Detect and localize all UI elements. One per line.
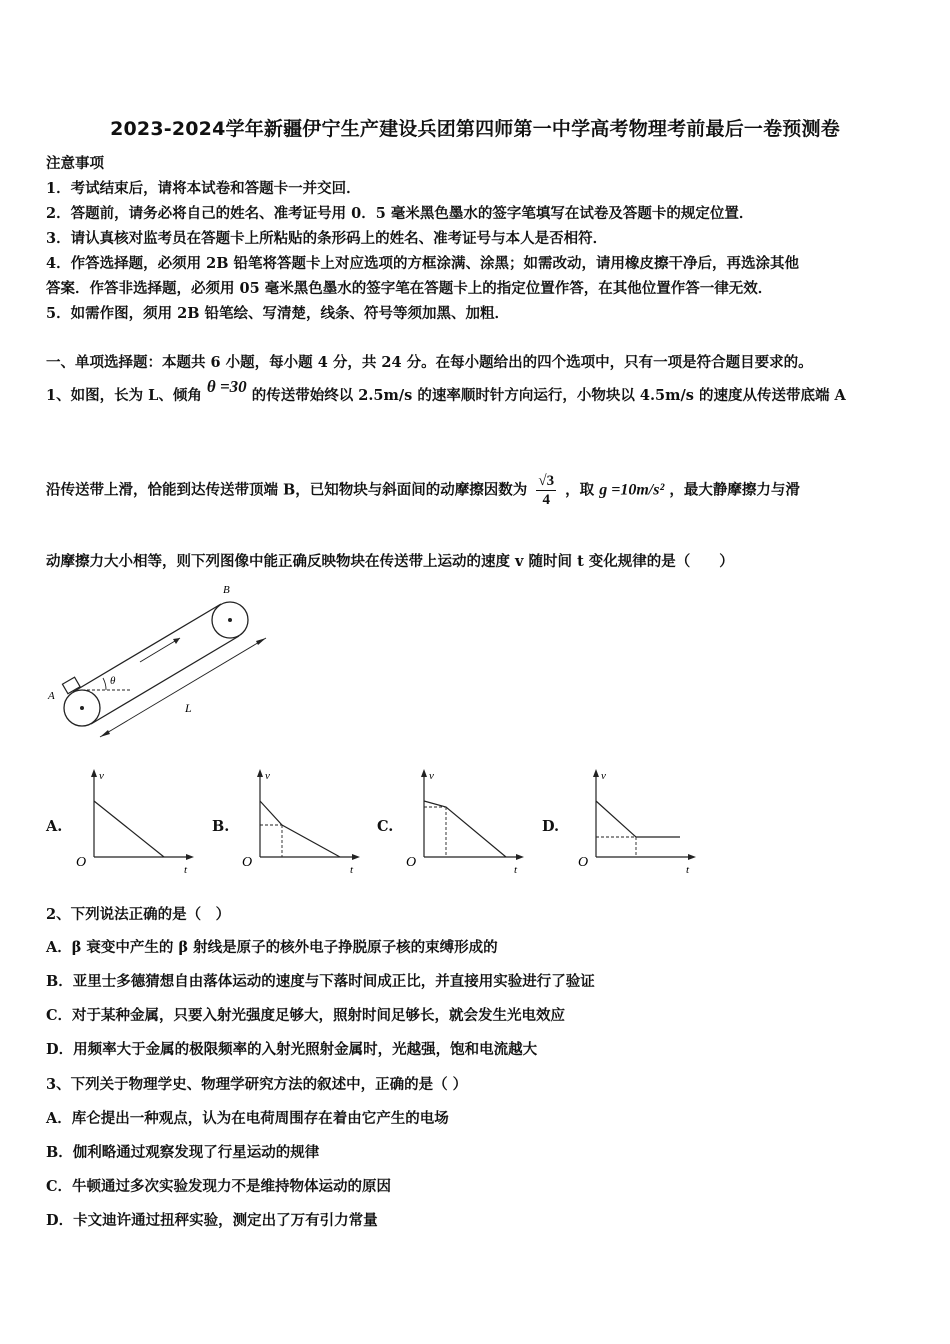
origin-label: O [406,855,417,870]
option-b-graph [236,765,366,880]
label-A: A [48,690,55,702]
t-arrow [186,854,194,860]
axis-t-label: t [184,864,188,876]
q2-option-b[interactable]: B．亚里士多德猜想自由落体运动的速度与下落时间成正比，并直接用实验进行了验证 [46,973,595,990]
t-arrow [516,854,524,860]
notice-item: 答案．作答非选择题，必须用 05 毫米黑色墨水的签字笔在答题卡上的指定位置作答，在其他位置作答一律无效． [46,280,773,297]
motion-arrow [140,638,180,662]
length-line [100,638,266,737]
axis-v-label: v [265,770,270,782]
label-L: L [185,701,192,715]
fraction-denominator: 4 [542,492,550,508]
theta-expression: θ =30 [206,377,247,396]
q1-line2 [46,472,800,509]
q3-option-a[interactable]: A．库仑提出一种观点，认为在电荷周围存在着由它产生的电场 [46,1110,449,1127]
q1-text: 沿传送带上滑，恰能到达传送带顶端 B，已知物块与斜面间的动摩擦因数为 [46,481,528,499]
q3-option-b[interactable]: B．伽利略通过观察发现了行星运动的规律 [46,1144,320,1161]
q1-line3: 动摩擦力大小相等，则下列图像中能正确反映物块在传送带上运动的速度 v 随时间 t 变化规律的是（ ） [46,553,734,570]
graph-line [260,801,340,857]
q1-text: ，取 [565,481,595,499]
notice-item: 4．作答选择题，必须用 2B 铅笔将答题卡上对应选项的方框涂满、涂黑；如需改动，请用橡皮擦干净后，再选涂其他 [46,255,800,272]
axis-v-label: v [601,770,606,782]
q2-stem: 2、下列说法正确的是（ ） [46,906,231,923]
t-arrow [688,854,696,860]
notice-item: 1．考试结束后，请将本试卷和答题卡一并交回． [46,180,361,197]
page-title: 2023-2024学年新疆伊宁生产建设兵团第四师第一中学高考物理考前最后一卷预测卷 [110,118,840,140]
q2-option-d[interactable]: D．用频率大于金属的极限频率的入射光照射金属时，光越强，饱和电流越大 [46,1041,538,1058]
q3-option-c[interactable]: C．牛顿通过多次实验发现力不是维持物体运动的原因 [46,1178,392,1195]
graph-line [596,801,680,837]
q1-text: ，最大静摩擦力与滑 [669,481,800,499]
label-B: B [223,584,230,596]
option-c-graph [400,765,530,880]
axis-t-label: t [350,864,354,876]
section-heading: 一、单项选择题：本题共 6 小题，每小题 4 分，共 24 分。在每小题给出的四个选项中，只有一项是符合题目要求的。 [46,354,813,371]
top-pulley-axle [228,618,232,622]
friction-fraction [536,472,556,509]
axis-t-label: t [514,864,518,876]
graph-line [424,801,506,857]
angle-arc [103,678,106,690]
origin-label: O [76,855,87,870]
fraction-numerator: √3 [538,473,555,489]
q1-line1 [46,377,846,405]
origin-label: O [242,855,253,870]
origin-label: O [578,855,589,870]
option-c-label[interactable]: C. [377,818,394,835]
v-arrow [421,769,427,777]
q1-text: 的传送带始终以 2.5m/s 的速率顺时针方向运行，小物块以 4.5m/s 的速度从传送带底端 A [251,387,846,404]
notice-item: 2．答题前，请务必将自己的姓名、准考证号用 0．5 毫米黑色墨水的签字笔填写在试卷及答题卡的规定位置． [46,205,754,222]
v-arrow [593,769,599,777]
axis-v-label: v [429,770,434,782]
option-b-label[interactable]: B. [212,818,230,835]
option-a-label[interactable]: A. [46,818,63,835]
q1-text: 1、如图，长为 L、倾角 [46,387,202,404]
label-theta: θ [110,675,116,687]
notice-heading: 注意事项 [46,155,104,172]
notice-item: 3．请认真核对监考员在答题卡上所粘贴的条形码上的姓名、准考证号与本人是否相符． [46,230,608,247]
conveyor-figure [40,575,280,750]
q2-option-c[interactable]: C．对于某种金属，只要入射光强度足够大，照射时间足够长，就会发生光电效应 [46,1007,566,1024]
axis-t-label: t [686,864,690,876]
length-arrow-start [100,730,110,737]
option-d-graph [572,765,712,880]
option-a-graph [70,765,200,880]
gravity-expression: g =10m/s² [599,481,665,499]
bottom-pulley-axle [80,706,84,710]
notice-item: 5．如需作图，须用 2B 铅笔绘、写清楚，线条、符号等须加黑、加粗． [46,305,510,322]
option-d-label[interactable]: D. [542,818,560,835]
t-arrow [352,854,360,860]
graph-line [94,801,164,857]
v-arrow [91,769,97,777]
length-arrow-end [256,638,266,645]
q3-stem: 3、下列关于物理学史、物理学研究方法的叙述中，正确的是（ ） [46,1076,468,1093]
belt-upper [73,604,221,692]
q2-option-a[interactable]: A．β 衰变中产生的 β 射线是原子的核外电子挣脱原子核的束缚形成的 [46,939,498,956]
v-arrow [257,769,263,777]
axis-v-label: v [99,770,104,782]
q3-option-d[interactable]: D．卡文迪许通过扭秤实验，测定出了万有引力常量 [46,1212,378,1229]
